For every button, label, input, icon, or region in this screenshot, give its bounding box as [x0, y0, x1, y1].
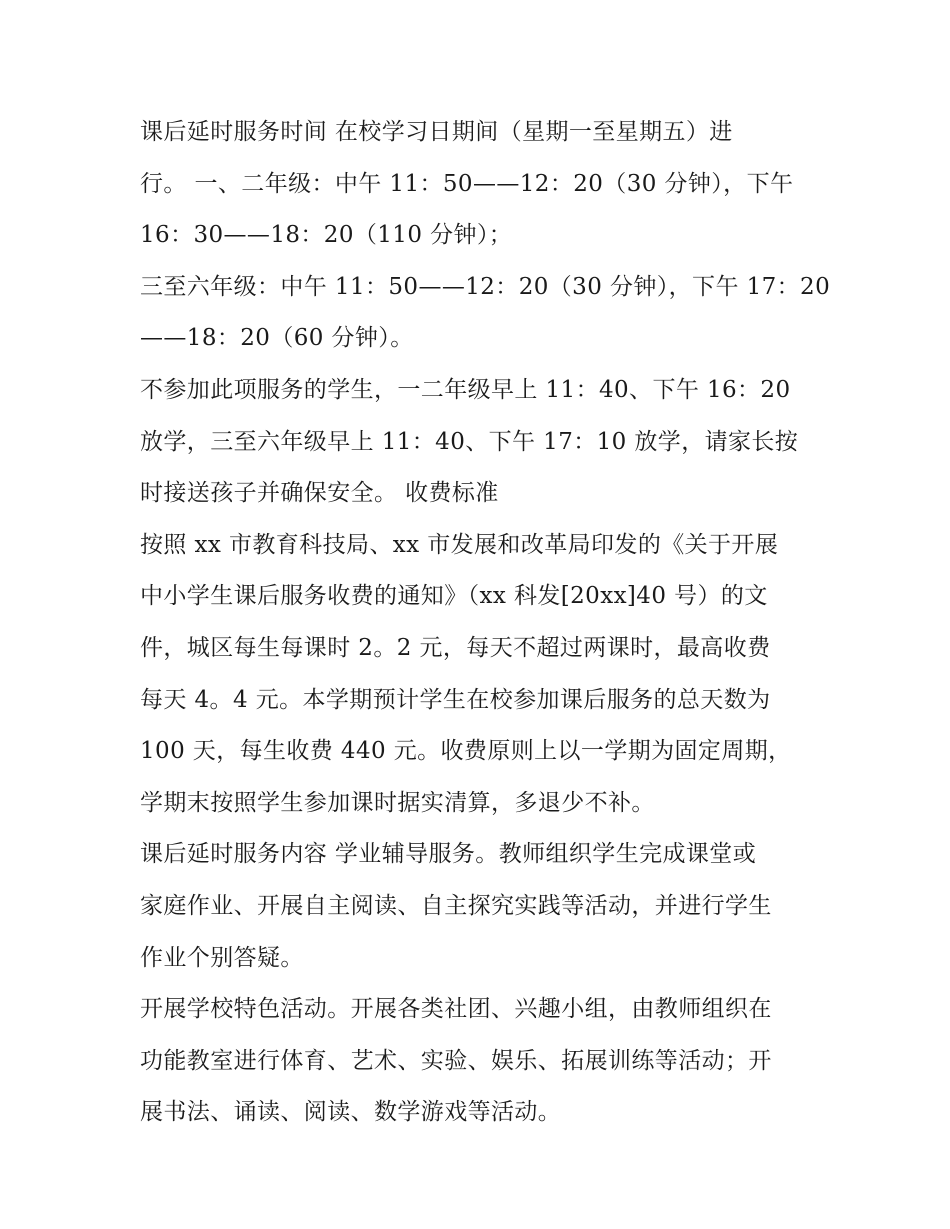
text-line: 三至六年级：中午 11：50——12：20（30 分钟），下午 17：20 — [140, 273, 831, 300]
text-line: 不参加此项服务的学生，一二年级早上 11：40、下午 16：20 — [140, 376, 791, 403]
text-line: 中小学生课后服务收费的通知》（xx 科发[20xx]40 号）的文 — [140, 583, 768, 610]
text-line: 件，城区每生每课时 2。2 元，每天不超过两课时，最高收费 — [140, 634, 771, 661]
text-line: 开展学校特色活动。开展各类社团、兴趣小组，由教师组织在 — [140, 996, 772, 1023]
text-line: 课后延时服务内容 学业辅导服务。教师组织学生完成课堂或 — [140, 841, 757, 868]
text-line: ——18：20（60 分钟）。 — [140, 325, 414, 352]
text-line: 每天 4。4 元。本学期预计学生在校参加课后服务的总天数为 — [140, 686, 771, 713]
text-line: 16：30——18：20（110 分钟）； — [140, 222, 513, 249]
text-line: 按照 xx 市教育科技局、xx 市发展和改革局印发的《关于开展 — [140, 531, 779, 558]
text-line: 行。 一、二年级：中午 11：50——12：20（30 分钟），下午 — [140, 170, 794, 197]
text-line: 学期末按照学生参加课时据实清算，多退少不补。 — [140, 789, 655, 816]
document-body — [140, 107, 831, 1139]
text-line: 作业个别答疑。 — [140, 944, 304, 971]
text-line: 家庭作业、开展自主阅读、自主探究实践等活动，并进行学生 — [140, 892, 772, 919]
text-line: 100 天，每生收费 440 元。收费原则上以一学期为固定周期， — [140, 738, 792, 765]
text-line: 课后延时服务时间 在校学习日期间（星期一至星期五）进 — [140, 119, 733, 145]
text-line: 时接送孩子并确保安全。 收费标准 — [140, 480, 499, 507]
text-line: 功能教室进行体育、艺术、实验、娱乐、拓展训练等活动；开 — [140, 1047, 772, 1074]
text-line: 放学，三至六年级早上 11：40、下午 17：10 放学，请家长按 — [140, 428, 799, 455]
text-line: 展书法、诵读、阅读、数学游戏等活动。 — [140, 1099, 562, 1126]
